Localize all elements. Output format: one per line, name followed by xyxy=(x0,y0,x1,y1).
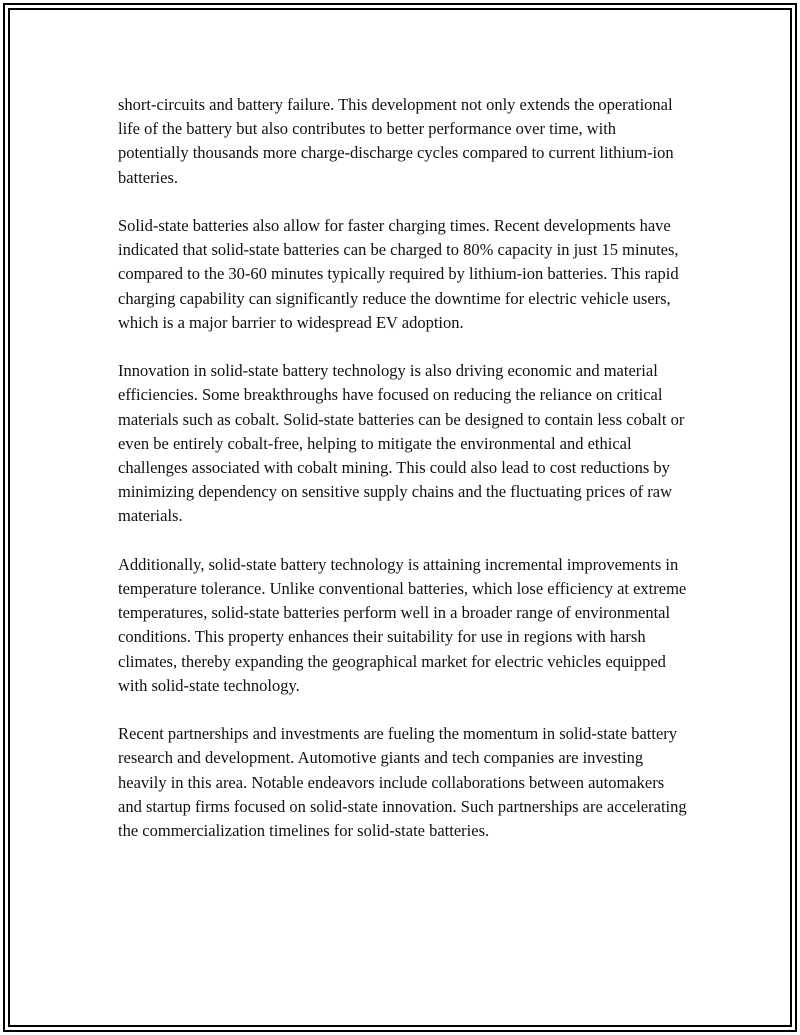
paragraph-partnerships: Recent partnerships and investments are fueling the momentum in solid-state battery research and development. Automotive giants and tech companies are investing heavily in this area. Notable endeavors include collaborations between automakers and startup firms focused on solid-state innovation. Such partnerships are accelerating the commercialization timelines for solid-state batteries. xyxy=(118,724,687,841)
paragraph-temperature-tolerance: Additionally, solid-state battery technology is attaining incremental improvements in temperature tolerance. Unlike conventional batteries, which lose efficiency at extreme temperatures, solid-state batteries perform well in a broader range of environmental conditions. This property enhances their suitability for use in regions with harsh climates, thereby expanding the geographical market for electric vehicles equipped with solid-state technology. xyxy=(118,554,687,695)
paragraph-faster-charging: Solid-state batteries also allow for faster charging times. Recent developments have indicated that solid-state batteries can be charged to 80% capacity in just 15 minutes, compared to the 30-60 minutes typically required by lithium-ion batteries. This rapid charging capability can significantly reduce the downtime for electric vehicle users, which is a major barrier to widespread EV adoption. xyxy=(118,216,679,332)
document-body xyxy=(118,93,690,867)
paragraph-material-efficiency: Innovation in solid-state battery technology is also driving economic and material efficiencies. Some breakthroughs have focused on reducing the reliance on critical materials such as cobalt. Solid-state batteries can be designed to contain less cobalt or even be entirely cobalt-free, helping to mitigate the environmental and ethical challenges associated with cobalt mining. This could also lead to cost reductions by minimizing dependency on sensitive supply chains and the fluctuating prices of raw materials. xyxy=(118,361,685,526)
paragraph-battery-life: short-circuits and battery failure. This development not only extends the operational life of the battery but also contributes to better performance over time, with potentially thousands more charge-discharge cycles compared to current lithium-ion batteries. xyxy=(118,95,674,187)
